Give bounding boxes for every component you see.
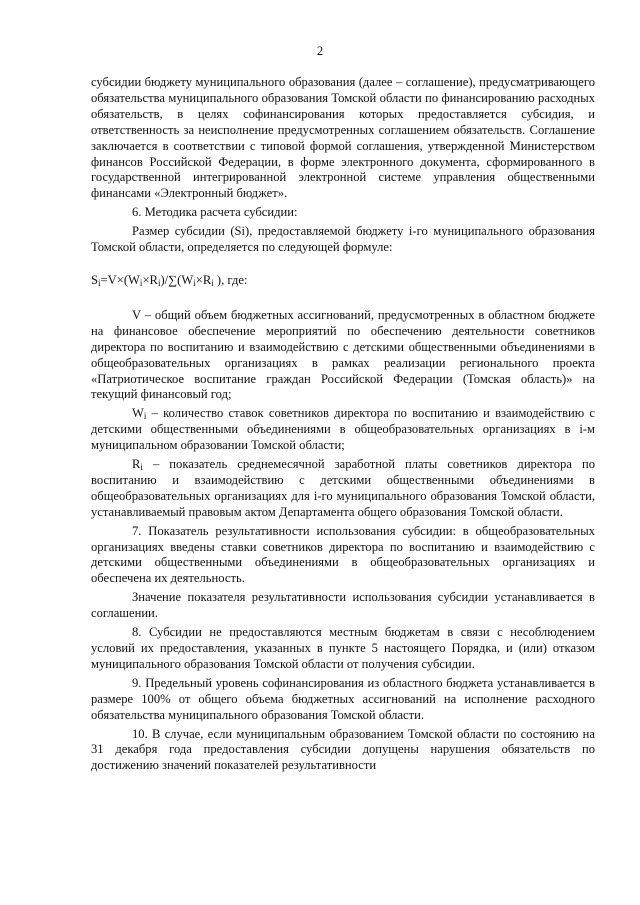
item-8: 8. Субсидии не предоставляются местным бюджетам в связи с несоблюдением условий их предоставления, указанных в пункте 5 настоящего Порядка, и (или) отказом муниципального образования Томской области от получения субсидии. — [91, 625, 595, 671]
definition-w: $W_i$ – количество ставок советников директора по воспитанию и взаимодействию с детскими общественными объединениями в общеобразовательных организациях в i-м муниципальном образовании Томской области; — [91, 406, 595, 453]
definition-v: V – общий объем бюджетных ассигнований, предусмотренных в областном бюджете на финансовое обеспечение мероприятий по обеспечению деятельности советников директора по воспитанию и взаимодействию с детскими общественными объединениями в общеобразовательных организациях в рамках реализации регионального проекта «Патриотическое воспитание граждан Российской Федерации (Томская область)» на текущий финансовый год; — [91, 307, 595, 402]
item-6-heading: 6. Методика расчета субсидии: — [132, 205, 298, 220]
page-number: 2 — [316, 44, 324, 58]
subsidy-formula: $S_i=V\times(W_i\times R_i)/\sum(W_i\times R_i$ ), где: — [91, 272, 248, 288]
item-6-text: Размер субсидии (Si), предоставляемой бюджету i-го муниципального образования Томской области, определяется по следующей формуле: — [91, 224, 595, 255]
item-7-value: Значение показателя результативности использования субсидии устанавливается в соглашении. — [91, 590, 595, 621]
item-9: 9. Предельный уровень софинансирования из областного бюджета устанавливается в размере 100% от общего объема бюджетных ассигнований на исполнение расходного обязательства муниципального образования Томской области. — [91, 675, 595, 722]
paragraph-continuation: субсидии бюджету муниципального образования (далее – соглашение), предусматривающего обязательства муниципального образования Томской области по финансированию расходных обязательств, в целях софинансирования которых предоставляется субсидия, и ответственность за неисполнение предусмотренных соглашением обязательств. Соглашение заключается в соответствии с типовой формой соглашения, утвержденной Министерством финансов Российской Федерации, в форме электронного документа, сформированного в государственной интегрированной электронной системе управления общественными финансами «Электронный бюджет». — [91, 75, 595, 201]
definition-r: $R_i$ – показатель среднемесячной заработной платы советников директора по воспитанию и взаимодействию с детскими общественными объединениями в общеобразовательных организациях для i-го муниципального образования Томской области, устанавливаемый правовым актом Департамента общего образования Томской области. — [91, 457, 595, 519]
document-body — [91, 75, 595, 774]
item-7: 7. Показатель результативности использования субсидии: в общеобразовательных организациях введены ставки советников директора по воспитанию и взаимодействию с детскими общественными объединениями в общеобразовательных организациях и обеспечена их деятельность. — [91, 523, 595, 586]
item-10: 10. В случае, если муниципальным образованием Томской области по состоянию на 31 декабря года предоставления субсидии допущены нарушения обязательств по достижению значений показателей результативности — [91, 726, 595, 773]
